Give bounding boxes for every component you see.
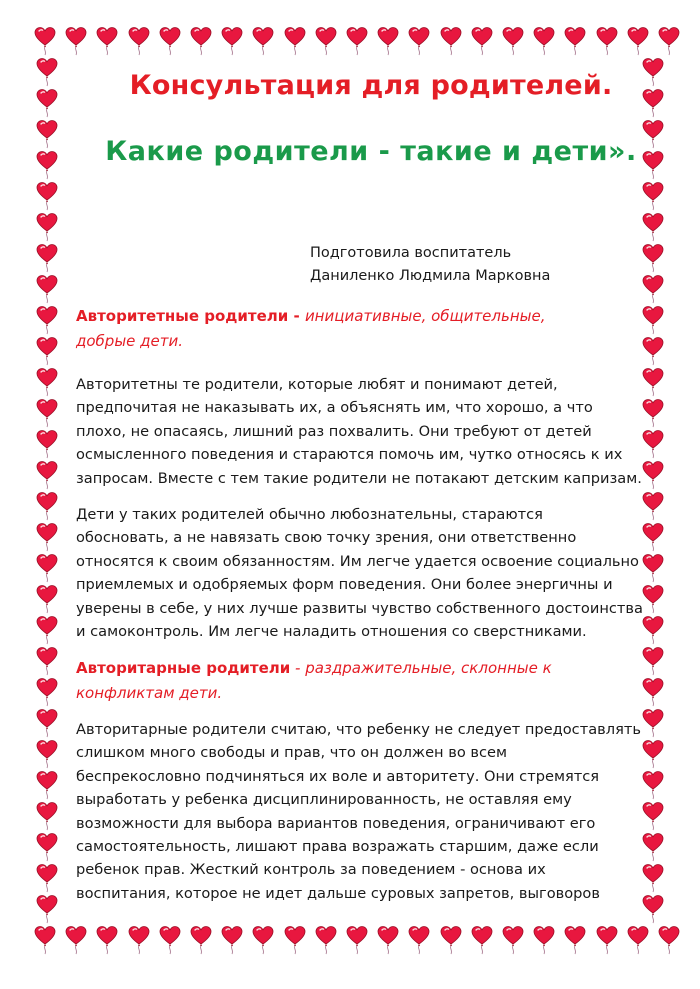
document-title: Консультация для родителей.	[129, 70, 613, 101]
heart-balloon-icon	[533, 925, 555, 955]
heart-balloon-icon	[36, 460, 58, 490]
heart-balloon-icon	[190, 925, 212, 955]
heart-balloon-icon	[36, 863, 58, 893]
heart-balloon-icon	[36, 367, 58, 397]
heart-balloon-icon	[252, 925, 274, 955]
text-line: уверены в себе, у них лучше развиты чувство собственного достоинства	[76, 599, 643, 617]
heart-balloon-icon	[128, 925, 150, 955]
authoritative-heading-italic-1: инициативные, общительные,	[304, 307, 546, 325]
authoritative-heading-italic-2: добрые дети.	[76, 332, 184, 350]
authoritarian-heading	[76, 656, 656, 706]
text-line: плохо, не опасаясь, лишний раз похвалить. Они требуют от детей	[76, 422, 592, 440]
heart-balloon-icon	[221, 925, 243, 955]
authoritarian-heading-italic-1: - раздражительные, склонные к	[290, 659, 552, 677]
heart-balloon-icon	[564, 925, 586, 955]
author-role: Подготовила воспитатель	[310, 245, 512, 261]
text-line: самостоятельность, лишают права возражать старшим, даже если	[76, 838, 599, 856]
heart-balloon-icon	[36, 88, 58, 118]
text-line: слишком много свободы и прав, что он должен во всем	[76, 744, 508, 762]
text-line: осмысленного поведения и стараются помочь им, чутко относясь к их	[76, 446, 623, 464]
text-line: Авторитетны те родители, которые любят и понимают детей,	[76, 376, 558, 393]
text-line: и самоконтроль. Им легче наладить отношения со сверстниками.	[76, 623, 587, 641]
text-line: обосновать, а не навязать свою точку зрения, они ответственно	[76, 529, 577, 547]
heart-balloon-icon	[36, 398, 58, 428]
text-line: выработать у ребенка дисциплинированность, не оставляя ему	[76, 791, 572, 809]
authoritative-paragraph-1	[76, 373, 654, 490]
heart-balloon-icon	[408, 925, 430, 955]
heart-balloon-icon	[159, 26, 181, 56]
heart-balloon-icon	[36, 429, 58, 459]
heart-balloon-icon	[96, 925, 118, 955]
heart-balloon-icon	[408, 26, 430, 56]
heart-balloon-icon	[36, 181, 58, 211]
heart-balloon-icon	[36, 150, 58, 180]
authoritative-paragraph-2	[76, 503, 654, 643]
text-line: запросам. Вместе с тем такие родители не потакают детским капризам.	[76, 469, 642, 487]
heart-balloon-icon	[65, 925, 87, 955]
heart-balloon-icon	[346, 925, 368, 955]
heart-balloon-icon	[315, 925, 337, 955]
heart-balloon-icon	[36, 57, 58, 87]
heart-balloon-icon	[377, 26, 399, 56]
text-line: беспрекословно подчиняться их воле и авторитету. Они стремятся	[76, 767, 600, 785]
heart-balloon-icon	[221, 26, 243, 56]
heart-balloon-icon	[34, 26, 56, 56]
heart-balloon-icon	[36, 119, 58, 149]
heart-balloon-icon	[658, 925, 680, 955]
heart-balloon-icon	[36, 491, 58, 521]
heart-balloon-icon	[502, 26, 524, 56]
heart-balloon-icon	[34, 925, 56, 955]
author-block	[310, 242, 550, 288]
heart-balloon-icon	[36, 243, 58, 273]
heart-balloon-icon	[471, 925, 493, 955]
heart-balloon-icon	[159, 925, 181, 955]
text-line: приемлемых и одобряемых форм поведения. Они более энергичны и	[76, 576, 613, 594]
heart-balloon-icon	[36, 646, 58, 676]
heart-balloon-icon	[36, 801, 58, 831]
authoritative-heading	[76, 304, 656, 354]
heart-balloon-icon	[471, 26, 493, 56]
text-line: возможности для выбора вариантов поведения, ограничивают его	[76, 814, 596, 832]
heart-balloon-icon	[36, 584, 58, 614]
text-line: ребенок прав. Жесткий контроль за поведением - основа их	[76, 861, 546, 879]
heart-balloon-icon	[65, 26, 87, 56]
authoritarian-heading-bold: Авторитарные родители	[76, 659, 291, 677]
heart-balloon-icon	[596, 925, 618, 955]
heart-balloon-icon	[96, 26, 118, 56]
heart-balloon-icon	[642, 181, 664, 211]
heart-balloon-icon	[440, 26, 462, 56]
heart-balloon-icon	[36, 708, 58, 738]
text-line: Авторитарные родители считаю, что ребенку не следует предоставлять	[76, 721, 641, 738]
heart-balloon-icon	[596, 26, 618, 56]
heart-balloon-icon	[36, 677, 58, 707]
heart-balloon-icon	[627, 26, 649, 56]
heart-balloon-icon	[642, 212, 664, 242]
heart-balloon-icon	[564, 26, 586, 56]
heart-balloon-icon	[36, 739, 58, 769]
heart-balloon-icon	[642, 243, 664, 273]
heart-balloon-icon	[36, 305, 58, 335]
authoritative-heading-bold: Авторитетные родители -	[76, 307, 305, 325]
heart-balloon-icon	[658, 26, 680, 56]
heart-balloon-icon	[284, 26, 306, 56]
heart-balloon-icon	[627, 925, 649, 955]
heart-balloon-icon	[377, 925, 399, 955]
text-line: Дети у таких родителей обычно любознательны, стараются	[76, 506, 543, 523]
heart-balloon-icon	[440, 925, 462, 955]
heart-balloon-icon	[346, 26, 368, 56]
heart-balloon-icon	[36, 522, 58, 552]
heart-balloon-icon	[36, 894, 58, 924]
heart-balloon-icon	[36, 553, 58, 583]
text-line: воспитания, которое не идет дальше суровых запретов, выговоров	[76, 884, 600, 902]
heart-balloon-icon	[533, 26, 555, 56]
author-name: Даниленко Людмила Марковна	[310, 268, 551, 284]
heart-balloon-icon	[128, 26, 150, 56]
heart-balloon-icon	[36, 832, 58, 862]
heart-balloon-icon	[315, 26, 337, 56]
document-subtitle: Какие родители - такие и дети».	[105, 136, 637, 167]
text-line: относятся к своим обязанностям. Им легче удается освоение социально	[76, 552, 639, 570]
heart-balloon-icon	[284, 925, 306, 955]
heart-balloon-icon	[36, 615, 58, 645]
heart-balloon-icon	[36, 336, 58, 366]
heart-balloon-icon	[502, 925, 524, 955]
heart-balloon-icon	[36, 770, 58, 800]
authoritarian-paragraph	[76, 718, 654, 905]
heart-balloon-icon	[36, 212, 58, 242]
authoritarian-heading-italic-2: конфликтам дети.	[76, 684, 223, 702]
heart-balloon-icon	[190, 26, 212, 56]
heart-balloon-icon	[252, 26, 274, 56]
text-line: предпочитая не наказывать их, а объяснять им, что хорошо, а что	[76, 399, 593, 417]
heart-balloon-icon	[36, 274, 58, 304]
heart-balloon-icon	[642, 274, 664, 304]
